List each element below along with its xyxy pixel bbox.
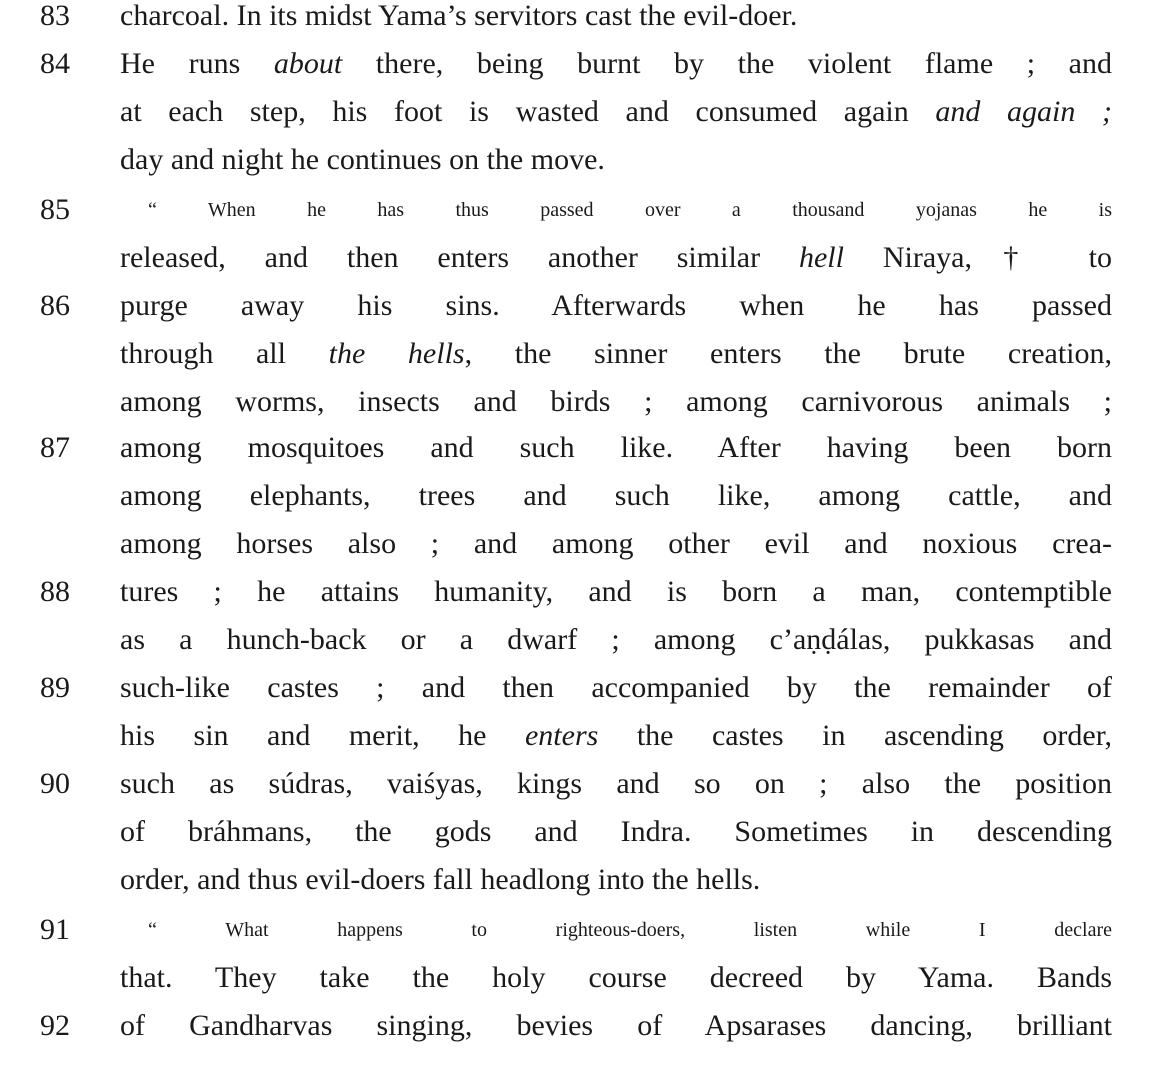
verse-number: 91 xyxy=(40,913,70,946)
text-segment: , the sinner enters the brute creation, xyxy=(464,337,1113,370)
text-segment: among horses also ; and among other evil and noxious crea- xyxy=(120,527,1112,560)
text-segment: at each step, his foot is wasted and consumed again xyxy=(120,95,936,128)
line-text xyxy=(120,136,1112,184)
verse-number: 92 xyxy=(40,1009,70,1042)
text-segment: tures ; he attains humanity, and is born a man, contemptible xyxy=(120,575,1112,608)
text-line xyxy=(0,136,1164,184)
line-text xyxy=(120,330,1112,378)
italic-text: and again ; xyxy=(935,95,1112,128)
text-line xyxy=(0,760,1164,808)
text-line xyxy=(0,954,1164,1002)
text-line xyxy=(0,472,1164,520)
line-text xyxy=(120,282,1112,330)
text-segment: among elephants, trees and such like, among cattle, and xyxy=(120,479,1112,512)
text-segment: the castes in ascending order, xyxy=(598,719,1112,752)
text-segment: among mosquitoes and such like. After having been born xyxy=(120,431,1112,464)
italic-text: the hells xyxy=(328,337,465,370)
italic-text: enters xyxy=(524,719,599,752)
verse-number: 83 xyxy=(40,0,70,32)
line-text xyxy=(120,664,1112,712)
text-line xyxy=(0,330,1164,378)
text-segment: of bráhmans, the gods and Indra. Sometimes in descending xyxy=(120,815,1112,848)
text-segment: day and night he continues on the move. xyxy=(120,143,605,176)
line-text xyxy=(120,378,1112,426)
text-segment: as a hunch-back or a dwarf ; among c’aṇḍálas, pukkasas and xyxy=(120,623,1112,656)
line-text xyxy=(120,808,1112,856)
text-line xyxy=(0,616,1164,664)
text-line xyxy=(0,186,1164,234)
text-segment: such as súdras, vaiśyas, kings and so on ; also the position xyxy=(120,767,1112,800)
text-line xyxy=(0,664,1164,712)
text-line xyxy=(0,712,1164,760)
text-line xyxy=(0,424,1164,472)
text-segment: that. They take the holy course decreed by Yama. Bands xyxy=(120,961,1112,994)
line-text xyxy=(120,520,1112,568)
text-segment: Niraya,† to xyxy=(843,241,1112,274)
verse-number: 90 xyxy=(40,767,70,800)
line-text xyxy=(120,760,1112,808)
line-text xyxy=(120,186,1112,234)
verse-number: 84 xyxy=(40,47,70,80)
text-line xyxy=(0,88,1164,136)
line-text xyxy=(120,1002,1112,1050)
text-segment: there, being burnt by the violent flame ; and xyxy=(342,47,1112,80)
line-text xyxy=(120,954,1112,1002)
text-segment: such-like castes ; and then accompanied by the remainder of xyxy=(120,671,1112,704)
line-text xyxy=(120,88,1112,136)
line-text xyxy=(120,906,1112,954)
text-line xyxy=(0,40,1164,88)
text-line xyxy=(0,906,1164,954)
text-line xyxy=(0,856,1164,904)
text-segment: He runs xyxy=(120,47,274,80)
line-text xyxy=(120,712,1112,760)
italic-text: hell xyxy=(798,241,844,274)
line-text xyxy=(120,616,1112,664)
text-segment: among worms, insects and birds ; among carnivorous animals ; xyxy=(120,385,1112,418)
text-line xyxy=(0,378,1164,426)
verse-number: 86 xyxy=(40,289,70,322)
text-line xyxy=(0,568,1164,616)
line-text xyxy=(120,0,1112,40)
text-segment: “ What happens to righteous-doers, listen while I declare xyxy=(148,919,1112,941)
line-text xyxy=(120,472,1112,520)
verse-number: 89 xyxy=(40,671,70,704)
italic-text: about xyxy=(273,47,343,80)
text-line xyxy=(0,808,1164,856)
verse-number: 88 xyxy=(40,575,70,608)
line-text xyxy=(120,424,1112,472)
text-line xyxy=(0,282,1164,330)
verse-number: 87 xyxy=(40,431,70,464)
verse-number: 85 xyxy=(40,193,70,226)
text-segment: purge away his sins. Afterwards when he has passed xyxy=(120,289,1112,322)
text-line xyxy=(0,234,1164,282)
text-line xyxy=(0,520,1164,568)
text-line xyxy=(0,0,1164,40)
line-text xyxy=(120,856,1112,904)
text-segment: “ When he has thus passed over a thousand yojanas he is xyxy=(148,199,1112,221)
text-segment: charcoal. In its midst Yama’s servitors cast the evil-doer. xyxy=(120,0,798,32)
line-text xyxy=(120,234,1112,282)
text-line xyxy=(0,1002,1164,1050)
text-segment: order, and thus evil-doers fall headlong into the hells. xyxy=(120,863,761,896)
line-text xyxy=(120,40,1112,88)
text-segment: through all xyxy=(120,337,329,370)
text-segment: of Gandharvas singing, bevies of Apsarases dancing, brilliant xyxy=(120,1009,1112,1042)
line-text xyxy=(120,568,1112,616)
text-segment: his sin and merit, he xyxy=(120,719,525,752)
text-segment: released, and then enters another similar xyxy=(120,241,799,274)
